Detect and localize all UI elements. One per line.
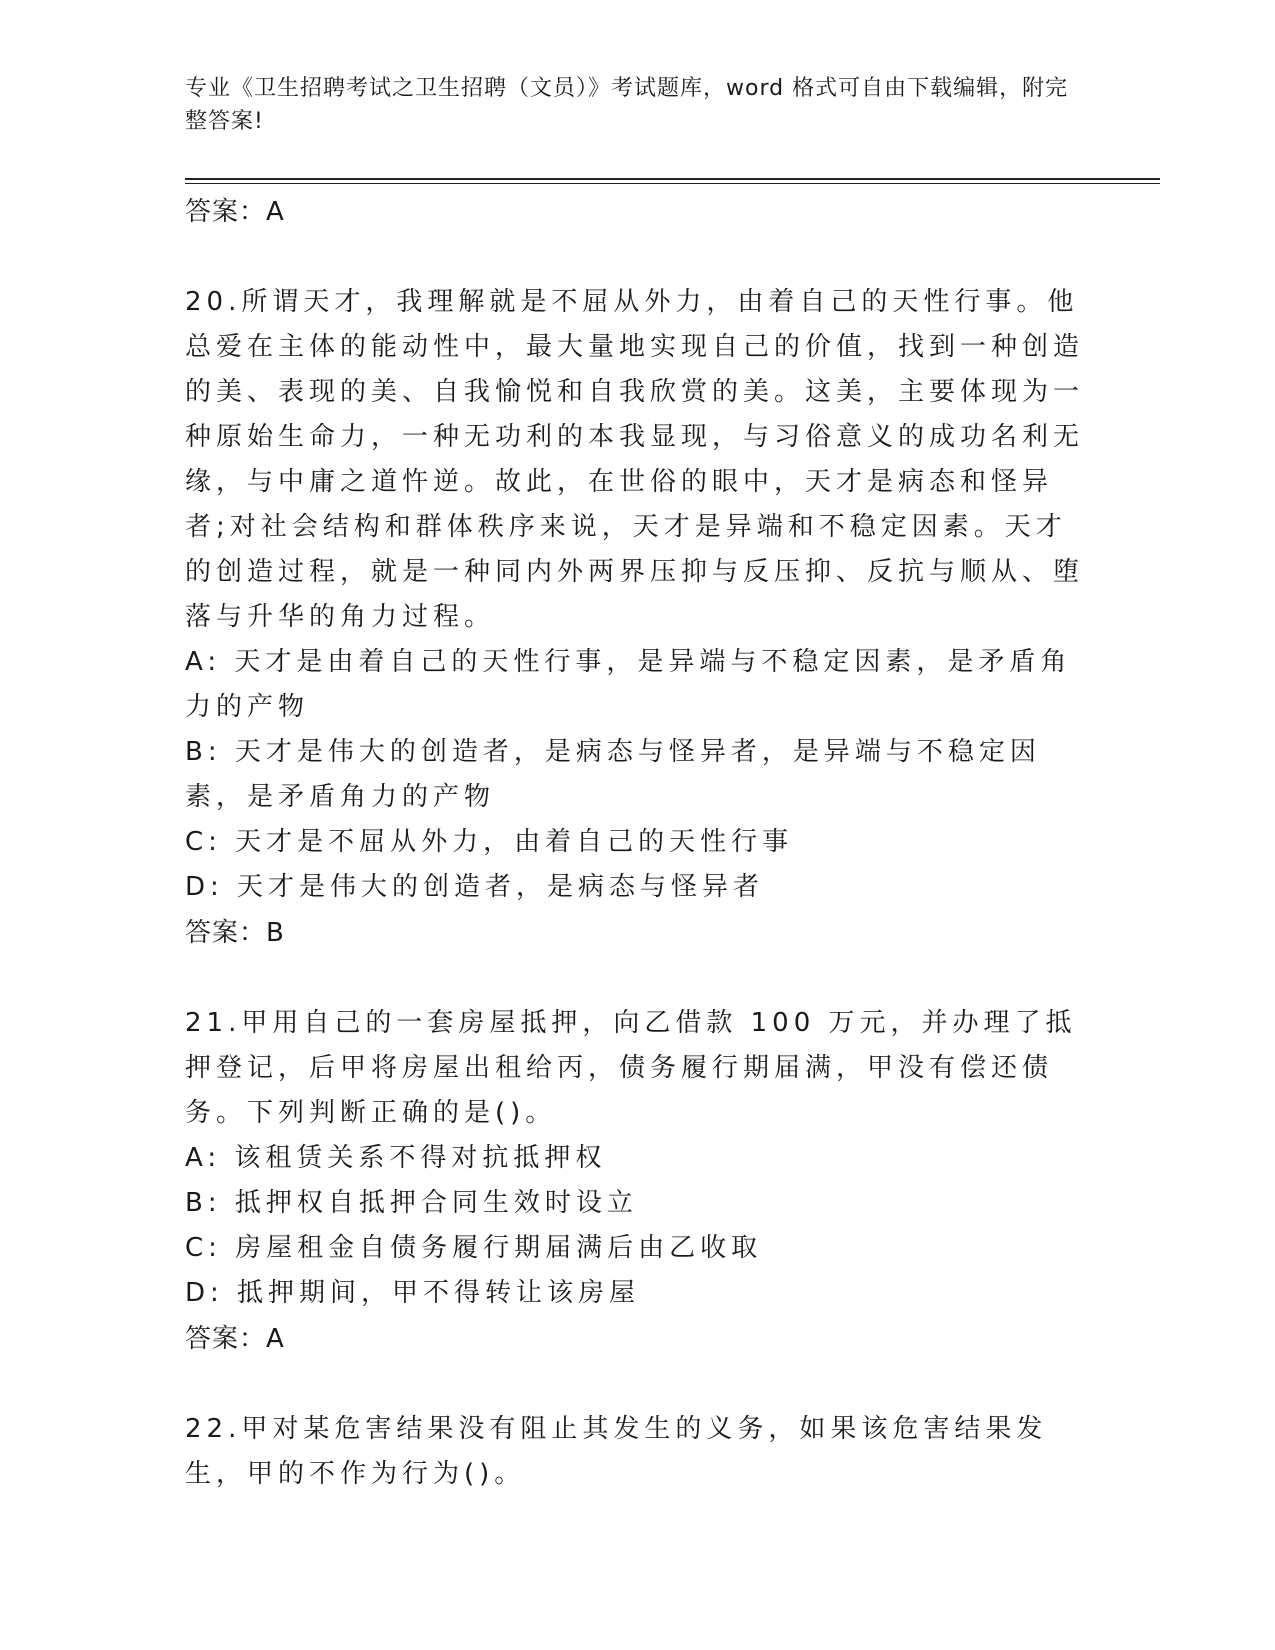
- option-c: C: 房屋租金自债务履行期届满后由乙收取: [185, 1233, 763, 1263]
- question-stem: 20.所谓天才，我理解就是不屈从外力，由着自己的天性行事。他总爱在主体的能动性中，最大量地实现自己的价值，找到一种创造的美、表现的美、自我愉悦和自我欣赏的美。这美，主要体现为一种原始生命力，一种无功利的本我显现，与习俗意义的成功名利无缘，与中庸之道忤逆。故此，在世俗的眼中，天才是病态和怪异者;对社会结构和群体秩序来说，天才是异端和不稳定因素。天才的创造过程，就是一种同内外两界压抑与反压抑、反抗与顺从、堕落与升华的角力过程。: [185, 287, 1085, 632]
- header-text: 专业《卫生招聘考试之卫生招聘（文员）》考试题库，word 格式可自由下载编辑，附完整答案!: [185, 76, 1069, 134]
- option-c: C: 天才是不屈从外力，由着自己的天性行事: [185, 827, 794, 857]
- header-rule-thin: [185, 183, 1160, 184]
- question-21: [185, 1001, 1085, 1362]
- page-header: [185, 72, 1085, 138]
- answer: 答案：A: [185, 1324, 285, 1354]
- option-a: A: 该租赁关系不得对抗抵押权: [185, 1143, 607, 1173]
- question-22: [185, 1407, 1085, 1497]
- answer-19: 答案：A: [185, 197, 285, 227]
- header-rule-thick: [185, 178, 1160, 180]
- question-stem: 21.甲用自己的一套房屋抵押，向乙借款 100 万元，并办理了抵押登记，后甲将房屋出租给丙，债务履行期届满，甲没有偿还债务。下列判断正确的是()。: [185, 1008, 1077, 1128]
- option-d: D: 抵押期间，甲不得转让该房屋: [185, 1278, 641, 1308]
- option-b: B: 天才是伟大的创造者，是病态与怪异者，是异端与不稳定因素，是矛盾角力的产物: [185, 737, 1041, 812]
- question-20: [185, 280, 1085, 956]
- answer: 答案：B: [185, 918, 285, 948]
- option-d: D: 天才是伟大的创造者，是病态与怪异者: [185, 872, 765, 902]
- option-a: A: 天才是由着自己的天性行事，是异端与不稳定因素，是矛盾角力的产物: [185, 647, 1072, 722]
- question-stem: 22.甲对某危害结果没有阻止其发生的义务，如果该危害结果发生，甲的不作为行为()。: [185, 1414, 1048, 1489]
- option-b: B: 抵押权自抵押合同生效时设立: [185, 1188, 638, 1218]
- exam-content: [185, 189, 1085, 1497]
